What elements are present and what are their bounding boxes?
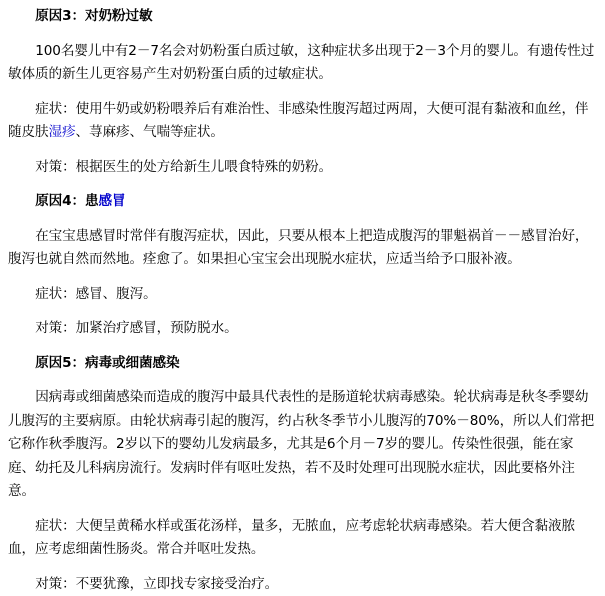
heading-text: 对奶粉过敏	[85, 8, 152, 24]
cause-5-measure: 对策：不要犹豫，立即找专家接受治疗。	[8, 573, 596, 596]
cold-link[interactable]: 感冒	[99, 193, 126, 209]
heading-cause-5	[8, 352, 596, 376]
heading-cause-3	[8, 5, 596, 29]
heading-prefix: 原因3：	[35, 8, 85, 24]
heading-text: 病毒或细菌感染	[85, 355, 179, 371]
symptom-text: 症状：使用牛奶或奶粉喂养后有难治性、非感染性腹泻超过两周，大便可混有黏液和血丝，伴随皮肤	[8, 101, 588, 141]
cause-4-symptom: 症状：感冒、腹泻。	[8, 283, 596, 307]
cause-3-symptom	[8, 98, 596, 145]
heading-cause-4	[8, 190, 596, 214]
cause-4-intro: 在宝宝患感冒时常伴有腹泻症状，因此，只要从根本上把造成腹泻的罪魁祸首－－感冒治好，腹泻也就自然而然地。痊愈了。如果担心宝宝会出现脱水症状，应适当给予口服补液。	[8, 225, 596, 272]
heading-prefix: 原因4：患	[35, 193, 98, 209]
heading-prefix: 原因5：	[35, 355, 85, 371]
cause-4-measure: 对策：加紧治疗感冒，预防脱水。	[8, 317, 596, 341]
cause-5-intro: 因病毒或细菌感染而造成的腹泻中最具代表性的是肠道轮状病毒感染。轮状病毒是秋冬季婴幼儿腹泻的主要病原。由轮状病毒引起的腹泻，约占秋冬季节小儿腹泻的70%－80%，所以人们常把它称作秋季腹泻。2岁以下的婴幼儿发病最多，尤其是6个月－7岁的婴儿。传染性很强，能在家庭、幼托及儿科病房流行。发病时伴有呕吐发热，若不及时处理可出现脱水症状，因此要格外注意。	[8, 386, 596, 504]
cause-3-intro: 100名婴儿中有2－7名会对奶粉蛋白质过敏，这种症状多出现于2－3个月的婴儿。有遗传性过敏体质的新生儿更容易产生对奶粉蛋白质的过敏症状。	[8, 40, 596, 87]
eczema-link[interactable]: 湿疹	[48, 124, 75, 140]
cause-3-measure: 对策：根据医生的处方给新生儿喂食特殊的奶粉。	[8, 156, 596, 180]
symptom-text-end: 、荨麻疹、气喘等症状。	[75, 124, 223, 140]
cause-5-symptom: 症状：大便呈黄稀水样或蛋花汤样，量多，无脓血，应考虑轮状病毒感染。若大便含黏液脓血，应考虑细菌性肠炎。常合并呕吐发热。	[8, 515, 596, 562]
